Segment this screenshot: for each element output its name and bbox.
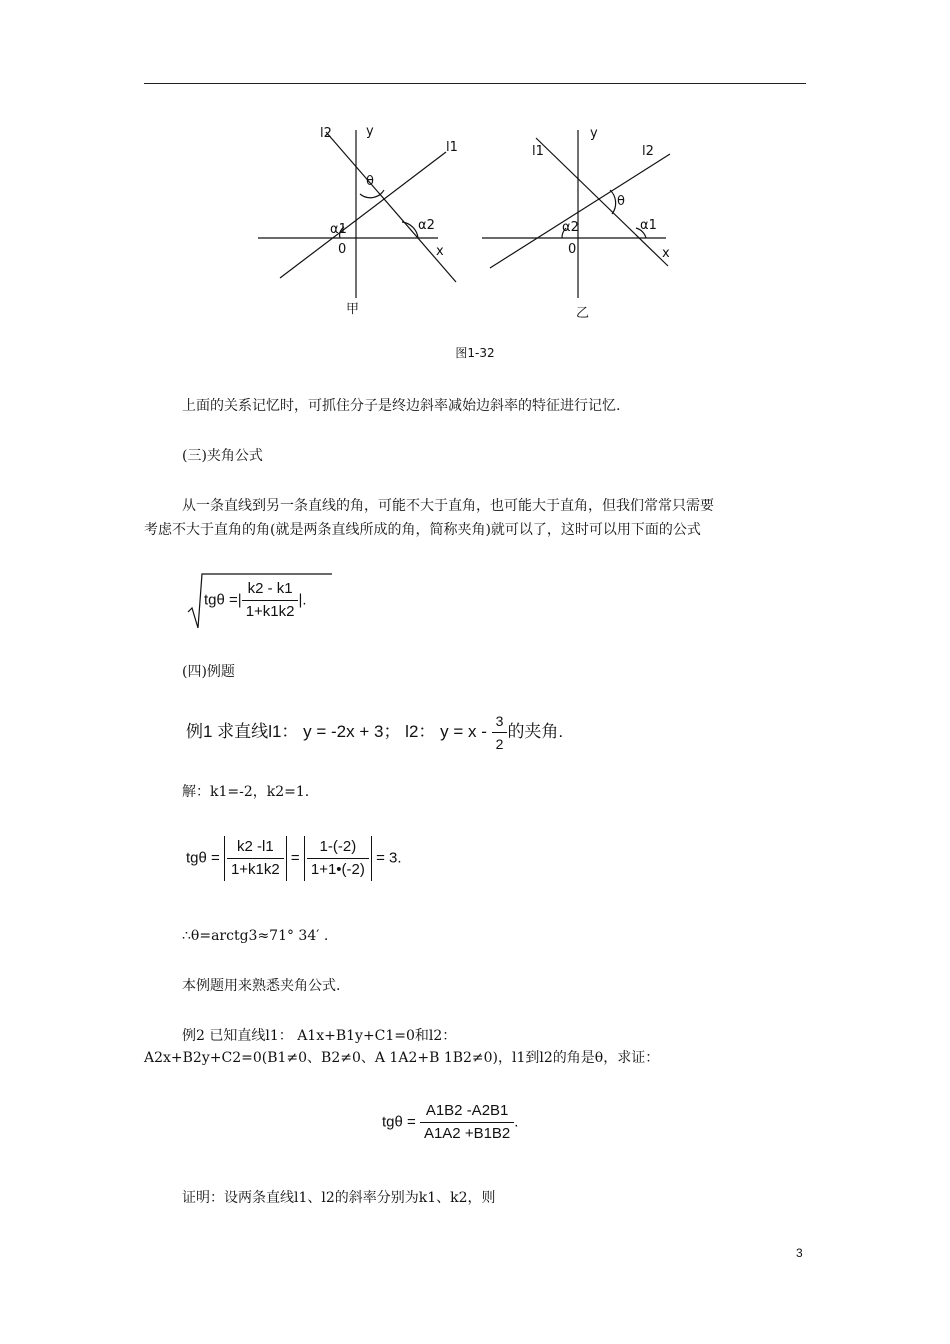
paragraph-1: 上面的关系记忆时，可抓住分子是终边斜率减始边斜率的特征进行记忆. [182, 398, 621, 414]
label-alpha1-right: α1 [640, 218, 657, 233]
header-rule [144, 83, 806, 84]
label-l1-right: l1 [532, 144, 544, 159]
label-l2-left: l2 [320, 126, 332, 141]
formula3-end: . [514, 1113, 519, 1131]
paragraph-2-line-2: 考虑不大于直角的角(就是两条直线所成的角，简称夹角)就可以了，这时可以用下面的公式 [144, 522, 701, 538]
label-y-left: y [366, 124, 374, 139]
formula2-num2: 1-(-2) [307, 836, 369, 859]
theta-arc-left [360, 190, 384, 198]
formula2-num1: k2 -l1 [227, 836, 284, 859]
formula1-end: |. [298, 591, 307, 609]
formula1-denominator: 1+k1k2 [245, 603, 295, 620]
example-1-lines: l1： y = -2x + 3； l2： y = x - [268, 721, 487, 741]
formula3-lhs: tgθ = [382, 1113, 416, 1131]
label-l1-left: l1 [446, 140, 458, 155]
example-1 [186, 710, 563, 755]
example-2-line-2: A2x+B2y+C2=0(B1≠0、B2≠0、A 1A2+B 1B2≠0)，l1到l2的角是θ，求证： [144, 1050, 660, 1066]
formula2-eq: = [290, 849, 300, 867]
example-1-frac-num: 3 [492, 710, 508, 733]
label-origin-right: 0 [568, 242, 577, 257]
label-jia: 甲 [346, 302, 360, 317]
formula2-den2: 1+1•(-2) [310, 861, 365, 878]
label-origin-left: 0 [338, 242, 347, 257]
solution: 解：k1=-2，k2=1. [182, 784, 310, 800]
label-alpha1-left: α1 [330, 222, 347, 237]
formula2-den1: 1+k1k2 [230, 861, 280, 878]
line-l2-left [326, 132, 456, 282]
figure-caption: 图1-32 [455, 346, 495, 360]
proof-line: 证明：设两条直线l1、l2的斜率分别为k1、k2，则 [182, 1190, 496, 1206]
figure-left [258, 130, 456, 298]
label-theta-left: θ [366, 174, 374, 189]
figure-1-32 [250, 118, 700, 328]
label-theta-right: θ [617, 194, 625, 209]
formula2-end: = 3. [376, 849, 402, 867]
therefore-line: ∴θ=arctg3≈71° 34′ . [182, 928, 329, 944]
page-number: 3 [796, 1246, 803, 1260]
line-l2-right [490, 154, 670, 268]
line-l1-left [280, 152, 446, 278]
formula-example-1 [186, 836, 402, 881]
heading-4: (四)例题 [182, 664, 235, 680]
paragraph-3: 本例题用来熟悉夹角公式. [182, 978, 341, 994]
formula3-numerator: A1B2 -A2B1 [420, 1100, 514, 1123]
example-2-line-1: 例2 已知直线l1： A1x+B1y+C1=0和l2： [182, 1028, 457, 1044]
label-yi: 乙 [576, 306, 590, 321]
example-1-prefix: 例1 求直线 [186, 721, 269, 741]
formula1-numerator: k2 - k1 [242, 578, 299, 601]
example-1-frac-den: 2 [495, 736, 504, 752]
formula2-lhs: tgθ = [186, 849, 220, 867]
label-y-right: y [590, 126, 598, 141]
formula1-lhs: tgθ =| [204, 591, 242, 609]
label-x-left: x [436, 244, 444, 259]
heading-3: (三)夹角公式 [182, 448, 263, 464]
label-l2-right: l2 [642, 144, 654, 159]
formula-prove [382, 1100, 518, 1145]
paragraph-2-line-1: 从一条直线到另一条直线的角，可能不大于直角，也可能大于直角，但我们常常只需要 [182, 498, 714, 514]
label-alpha2-left: α2 [418, 218, 435, 233]
example-1-suffix: 的夹角. [507, 721, 564, 741]
label-alpha2-right: α2 [562, 220, 579, 235]
label-x-right: x [662, 246, 670, 261]
formula3-denominator: A1A2 +B1B2 [423, 1125, 511, 1142]
